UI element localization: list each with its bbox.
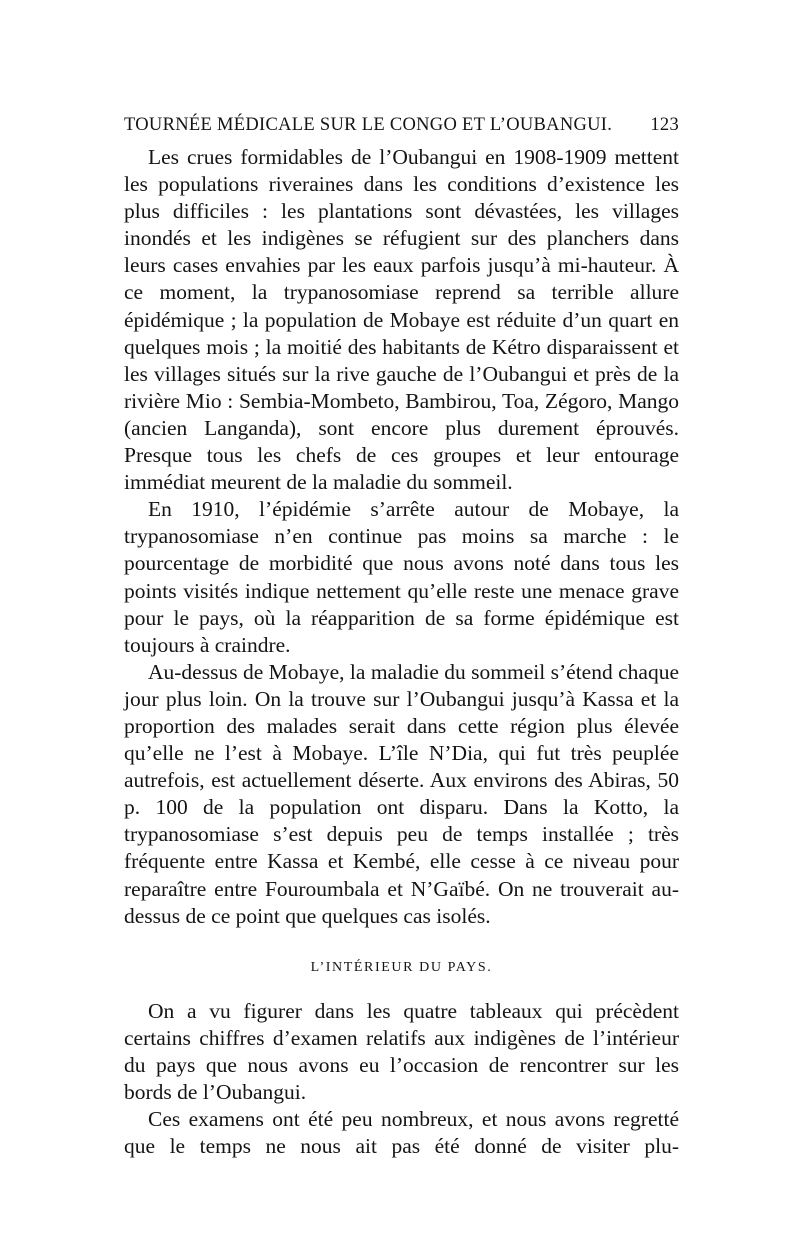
running-head-title: TOURNÉE MÉDICALE SUR LE CONGO ET L’OUBANGUI. <box>124 115 613 135</box>
page-number: 123 <box>650 115 679 135</box>
paragraph-above-mobaye: Au-dessus de Mobaye, la maladie du sommeil s’étend chaque jour plus loin. On la trouve sur l’Oubangui jusqu’à Kassa et la proportion des malades serait dans cette région plus élevée qu’elle ne l’est à Mobaye. L’île N’Dia, qui fut très peuplée autrefois, est actuellement déserte. Aux environs des Abiras, 50 p. 100 de la population ont disparu. Dans la Kotto, la trypanosomiase s’est depuis peu de temps installée ; très fréquente entre Kassa et Kembé, elle cesse à ce niveau pour reparaître entre Fouroumbala et N’Gaïbé. On ne trouverait au-dessus de ce point que quelques cas isolés. <box>124 659 679 928</box>
running-head <box>124 112 679 138</box>
paragraph-epidemic-1910: En 1910, l’épidémie s’arrête autour de Mobaye, la trypanosomiase n’en continue pas moins sa marche : le pourcentage de morbidité que nous avons noté dans tous les points visités indique nettement qu’elle reste une menace grave pour le pays, où la réapparition de sa forme épidémique est toujours à craindre. <box>124 497 679 657</box>
paragraph-interior-examinations: Ces examens ont été peu nombreux, et nous avons regretté que le temps ne nous ait pas été donné de visiter plu- <box>124 1107 679 1159</box>
section-heading: L’INTÉRIEUR DU PAYS. <box>310 959 493 975</box>
paragraph-oubangui-floods: Les crues formidables de l’Oubangui en 1908-1909 mettent les populations riveraines dans les conditions d’existence les plus difficiles : les plantations sont dévastées, les villages inondés et les indigènes se réfugient sur des planchers dans leurs cases envahies par les eaux parfois jusqu’à mi-hauteur. À ce moment, la trypanosomiase reprend sa terrible allure épidémique ; la population de Mobaye est réduite d’un quart en quelques mois ; la moitié des habitants de Kétro disparaissent et les villages situés sur la rive gauche de l’Oubangui et près de la rivière Mio : Sembia-Mombeto, Bambirou, Toa, Zégoro, Mango (ancien Langanda), sont encore plus durement éprouvés. Presque tous les chefs de ces groupes et leur entourage immédiat meurent de la maladie du sommeil. <box>124 145 679 495</box>
paragraph-interior-tables: On a vu figurer dans les quatre tableaux qui précèdent certains chiffres d’examen relatifs aux indigènes de l’intérieur du pays que nous avons eu l’occasion de rencontrer sur les bords de l’Oubangui. <box>124 998 679 1104</box>
book-page <box>124 112 679 1160</box>
